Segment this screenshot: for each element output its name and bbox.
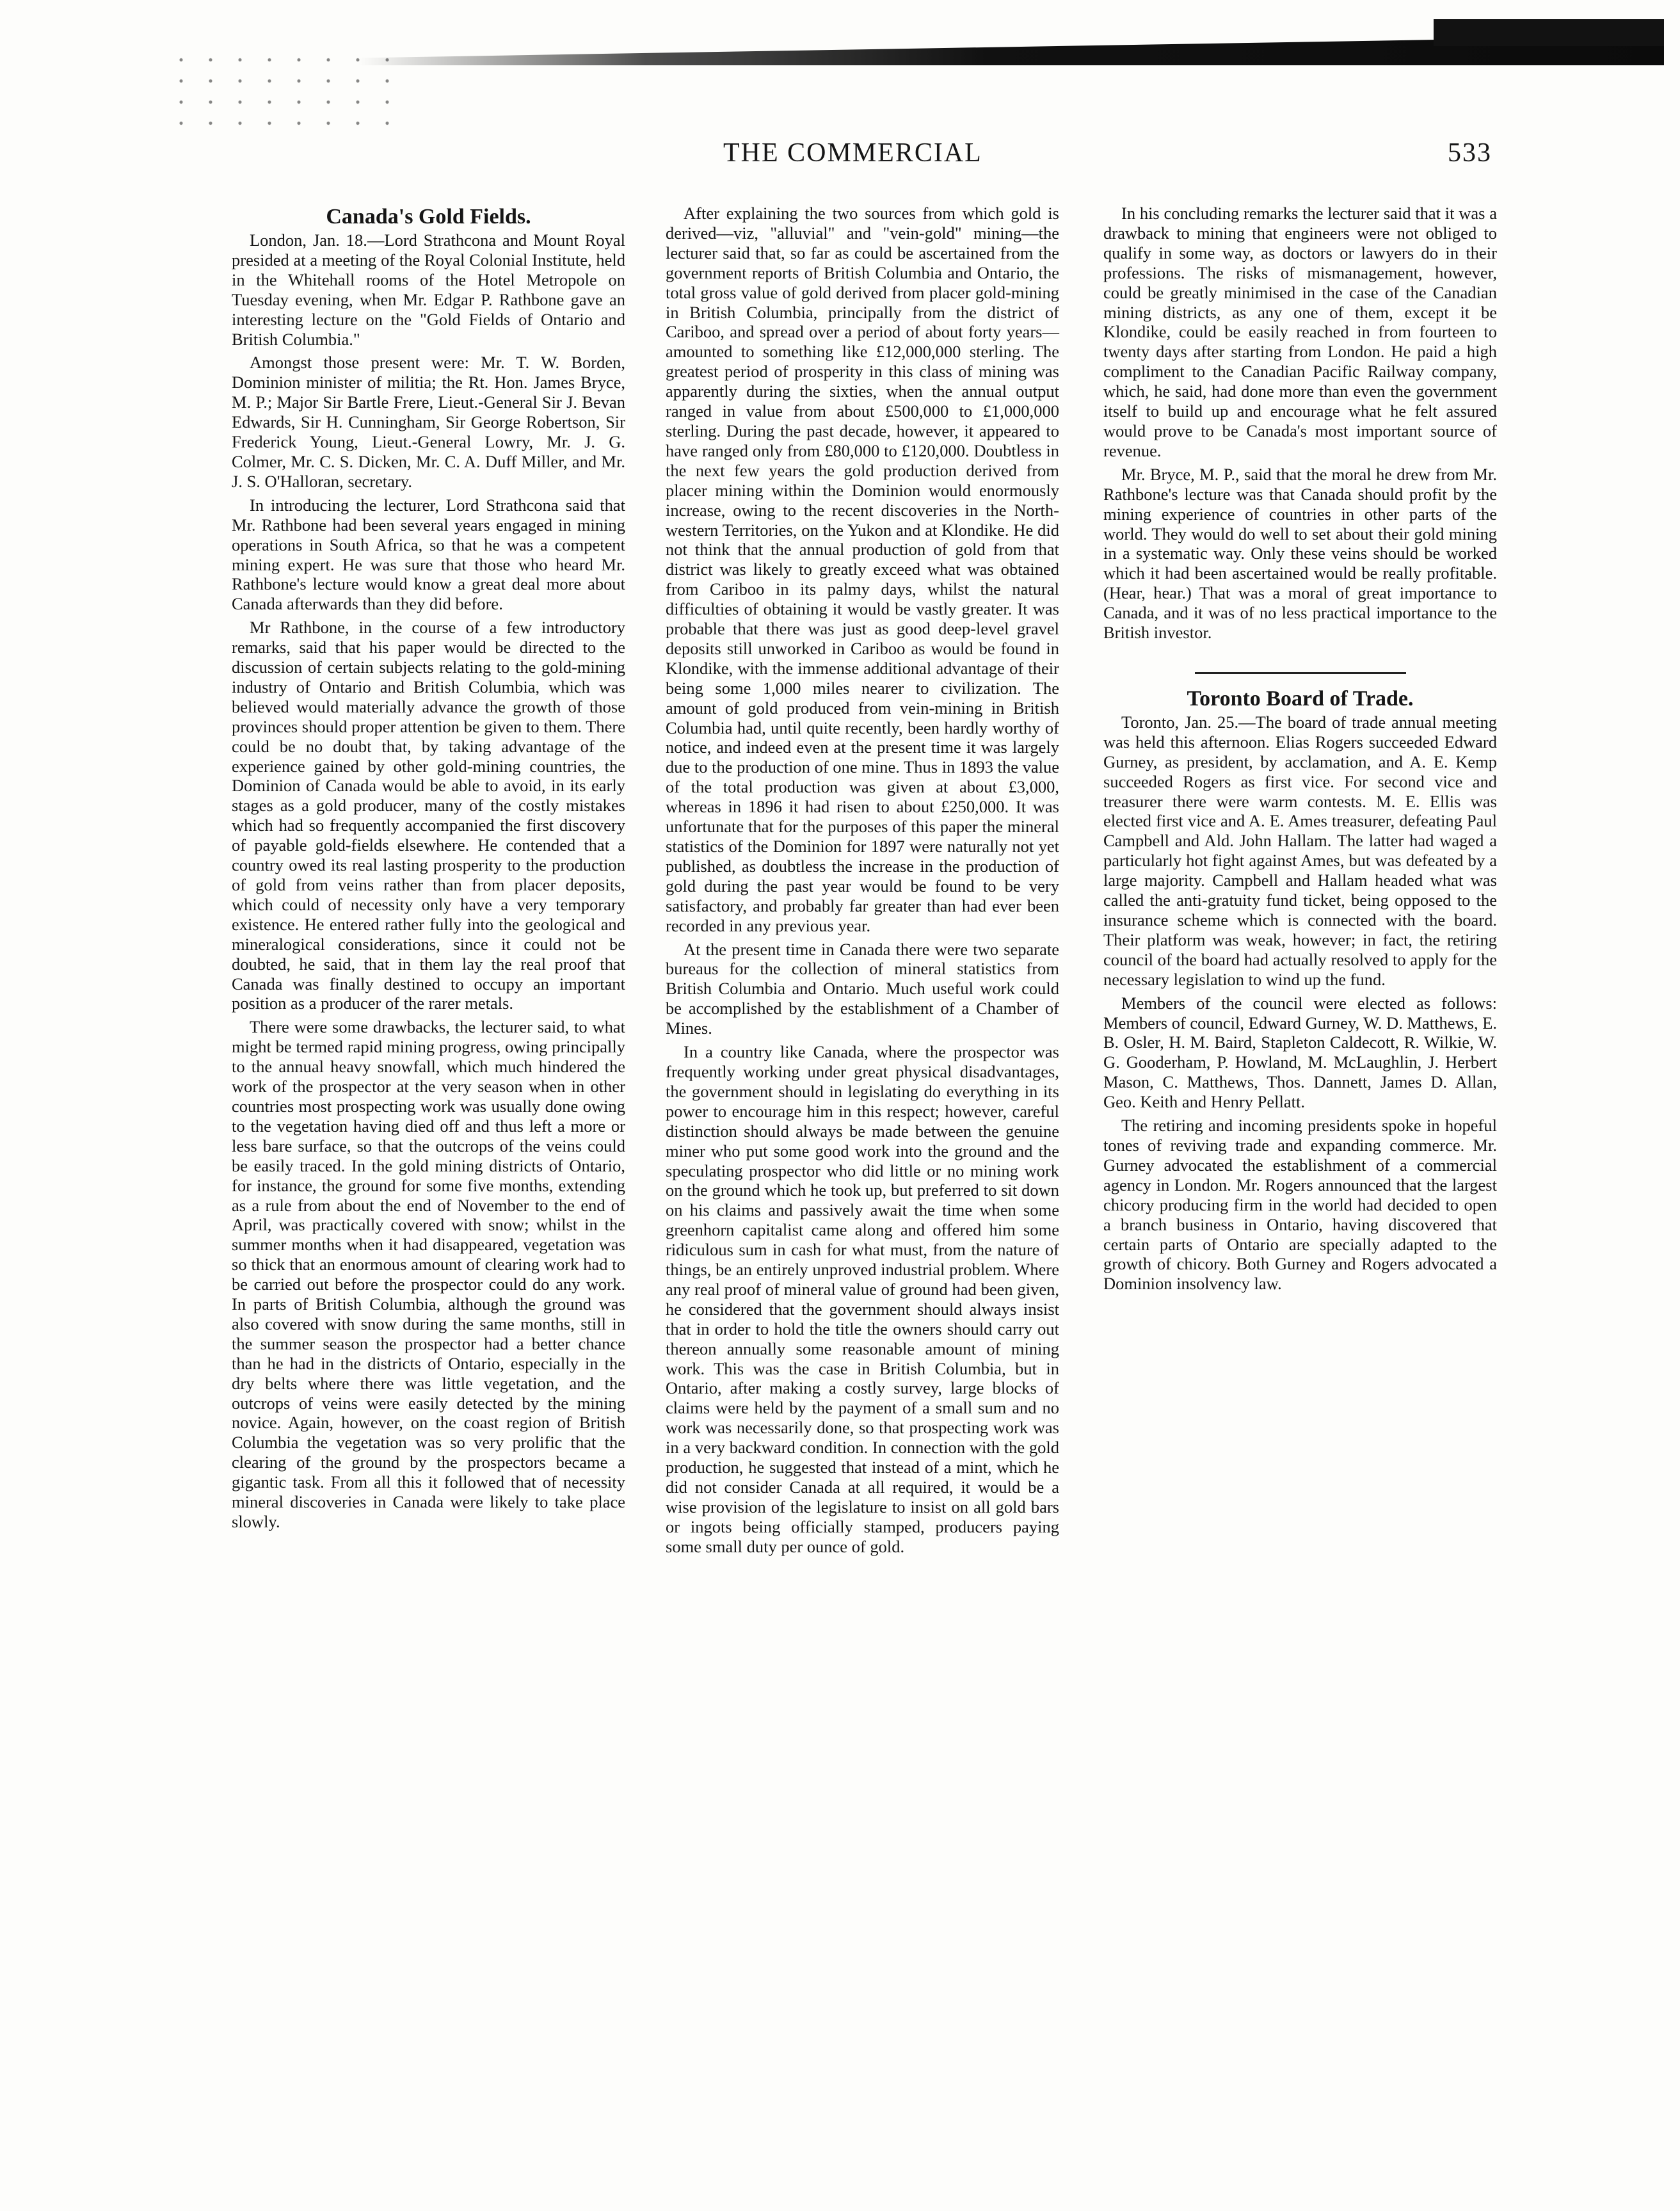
article-paragraph: Toronto, Jan. 25.—The board of trade annual meeting was held this afternoon. Elias Rogers succeeded Edward Gurney, as president, by acclamation, and A. E. Kemp succeeded Rogers as first vice. For second vice and treasurer there were warm contests. M. E. Ellis was elected first vice and A. E. Ames treasurer, defeating Paul Campbell and Ald. John Hallam. The latter had waged a particularly hot fight against Ames, but was defeated by a large majority. Campbell and Hallam headed what was called the anti-gratuity fund ticket, being opposed to the insurance scheme which is connected with the board. Their platform was weak, however; in fact, the retiring council of the board had actually resolved to apply for the necessary legislation to wind up the fund. bbox=[1103, 712, 1497, 989]
column-1 bbox=[232, 204, 625, 1536]
page-title: THE COMMERCIAL bbox=[723, 138, 982, 168]
article-paragraph: Amongst those present were: Mr. T. W. Borden, Dominion minister of militia; the Rt. Hon. James Bryce, M. P.; Major Sir Bartle Frere, Lieut.-General Sir J. Bevan Edwards, Sir H. Cunningham, Sir George Robertson, Sir Frederick Young, Lieut.-General Lowry, Mr. J. G. Colmer, Mr. C. S. Dicken, Mr. C. A. Duff Miller, and Mr. J. S. O'Halloran, secretary. bbox=[232, 353, 625, 491]
article-title-board-of-trade: Toronto Board of Trade. bbox=[1187, 686, 1414, 711]
article-paragraph: There were some drawbacks, the lecturer said, to what might be termed rapid mining progress, owing principally to the annual heavy snowfall, which much hindered the work of the prospector at the very season when in other countries most prospecting work was usually done owing to the vegetation having died off and thus left a more or less bare surface, so that the outcrops of the veins could be easily traced. In the gold mining districts of Ontario, for instance, the ground for some five months, extending as a rule from about the end of November to the end of April, was practically covered with snow; whilst in the summer months when it had disappeared, vegetation was so thick that an enormous amount of clearing work had to be carried out before the prospector could do any work. In parts of British Columbia, although the ground was also covered with snow during the same months, still in the summer season the prospector had a better chance than he had in the districts of Ontario, especially in the dry belts where there was little vegetation, and the outcrops of veins were easily detected by the mining novice. Again, however, on the coast region of British Columbia the vegetation was so very prolific that the clearing of the ground by the prospectors became a gigantic task. From all this it followed that of necessity mineral discoveries in Canada were likely to take place slowly. bbox=[232, 1017, 625, 1531]
article-paragraph: The retiring and incoming presidents spoke in hopeful tones of reviving trade and expanding commerce. Mr. Gurney advocated the establishment of a commercial agency in London. Mr. Rogers announced that the largest chicory producing firm in the world had decided to open a branch business in Ontario, having discovered that certain parts of Ontario are specially adapted to the growth of chicory. Both Gurney and Rogers advocated a Dominion insolvency law. bbox=[1103, 1116, 1497, 1294]
scan-specks bbox=[160, 58, 403, 128]
article-paragraph: Mr Rathbone, in the course of a few introductory remarks, said that his paper would be directed to the discussion of certain subjects relating to the gold-mining industry of Ontario and British Columbia, which was believed would materially advance the growth of those provinces should proper attention be given to them. There could be no doubt that, by taking advantage of the experience gained by other gold-mining countries, the Dominion of Canada would be able to avoid, in its early stages as a gold producer, many of the costly mistakes which had so frequently accompanied the first discovery of payable gold-fields elsewhere. He contended that a country owed its real lasting prosperity to the production of gold from veins rather than from placer deposits, which could of necessity only have a very temporary existence. He entered rather fully into the geological and mineralogical considerations, since it could not be doubted, he said, that in them lay the real proof that Canada was finally destined to occupy an important position as a producer of the rarer metals. bbox=[232, 618, 625, 1013]
column-3 bbox=[1103, 204, 1497, 1298]
article-title-gold-fields: Canada's Gold Fields. bbox=[326, 205, 531, 229]
section-divider bbox=[1195, 672, 1406, 674]
article-paragraph: London, Jan. 18.—Lord Strathcona and Mount Royal presided at a meeting of the Royal Colonial Institute, held in the Whitehall rooms of the Hotel Metropole on Tuesday evening, when Mr. Edgar P. Rathbone gave an interesting lecture on the "Gold Fields of Ontario and British Columbia." bbox=[232, 230, 625, 349]
article-paragraph: At the present time in Canada there were two separate bureaus for the collection of mineral statistics from British Columbia and Ontario. Much useful work could be accomplished by the establishment of a Chamber of Mines. bbox=[666, 939, 1059, 1038]
article-paragraph: After explaining the two sources from which gold is derived—viz, "alluvial" and "vein-gold" mining—the lecturer said that, so far as could be ascertained from the government reports of British Columbia and Ontario, the total gross value of gold derived from placer gold-mining in British Columbia, principally from the district of Cariboo, and spread over a period of about forty years—amounted to something like £12,000,000 sterling. The greatest period of prosperity in this class of mining was apparently during the sixties, when the annual output ranged in value from about £500,000 to £1,000,000 sterling. During the past decade, however, it appeared to have ranged only from £80,000 to £120,000. Doubtless in the next few years the gold production derived from placer mining within the Dominion would enormously increase, owing to the recent discoveries in the North-western Territories, on the Yukon and at Klondike. He did not think that the annual production of gold from that district was likely to greatly exceed what was obtained from Cariboo in its palmy days, whilst the natural difficulties of obtaining it would be vastly greater. It was probable that there was just as good deep-level gravel deposits still unworked in Cariboo as would be found in Klondike, with the immense additional advantage of their being some 1,000 miles nearer to civilization. The amount of gold produced from vein-mining in British Columbia had, until quite recently, been hardly worthy of notice, and indeed even at the present time it was largely due to the production of one mine. Thus in 1893 the value of the total production was given at about £3,000, whereas in 1896 it had risen to about £250,000. It was unfortunate that for the purposes of this paper the mineral statistics of the Dominion for 1897 were naturally not yet published, as doubtless the increase in the production of gold during the past year would be found to be very satisfactory, and probably far greater than had ever been recorded in any previous year. bbox=[666, 204, 1059, 935]
article-paragraph: In a country like Canada, where the prospector was frequently working under great physical disadvantages, the government should in legislating do everything in its power to encourage him in this respect; however, careful distinction should always be made between the genuine miner who put some good work into the ground and the speculating prospector who did little or no mining work on the ground which he took up, but preferred to sit down on his claims and passively await the time when some greenhorn capitalist came along and offered him some ridiculous sum in cash for what must, from the nature of things, be an entirely unproved industrial problem. Where any real proof of mineral value of ground had been given, he considered that the government should always insist that in order to hold the title the owners should carry out thereon annually some reasonable amount of mining work. This was the case in British Columbia, but in Ontario, after making a costly survey, large blocks of claims were held by the payment of a small sum and no work was necessarily done, so that prospecting work was in a very backward condition. In connection with the gold production, he suggested that instead of a mint, which he did not consider Canada at all required, it would be a wise provision of the legislature to insist on all gold bars or ingots being officially stamped, producers paying some small duty per ounce of gold. bbox=[666, 1042, 1059, 1556]
page-number: 533 bbox=[1448, 138, 1492, 168]
article-paragraph: Members of the council were elected as follows: Members of council, Edward Gurney, W. D. Matthews, E. B. Osler, H. M. Baird, Stapleton Caldecott, R. Wilkie, W. G. Gooderham, P. Howland, M. McLaughlin, J. Herbert Mason, C. Matthews, Thos. Dannett, James D. Allan, Geo. Keith and Henry Pellatt. bbox=[1103, 993, 1498, 1112]
article-paragraph: Mr. Bryce, M. P., said that the moral he drew from Mr. Rathbone's lecture was that Canada should profit by the mining experience of countries in other parts of the world. They would do well to set about their gold mining in a systematic way. Only these veins should be worked which it had been ascertained would be really profitable. (Hear, hear.) That was a moral of great importance to Canada, and it was of no less practical importance to the British investor. bbox=[1103, 464, 1497, 643]
article-paragraph: In his concluding remarks the lecturer said that it was a drawback to mining that engineers were not obliged to qualify in some way, as doctors or lawyers do in their professions. The risks of mismanagement, however, could be greatly minimised in the case of the Canadian mining districts, as any one of them, except it be Klondike, could be easily reached in from fourteen to twenty days after starting from London. He paid a high compliment to the Canadian Pacific Railway company, which, he said, had done more than even the government itself to build up and encourage what he felt assured would prove to be Canada's most important source of revenue. bbox=[1103, 204, 1497, 460]
scan-edge-corner bbox=[1434, 19, 1664, 46]
column-2 bbox=[666, 204, 1059, 1561]
article-paragraph: In introducing the lecturer, Lord Strathcona said that Mr. Rathbone had been several years engaged in mining operations in South Africa, so that he was a competent mining expert. He was sure that those who heard Mr. Rathbone's lecture would know a great deal more about Canada afterwards than they did before. bbox=[232, 495, 625, 614]
